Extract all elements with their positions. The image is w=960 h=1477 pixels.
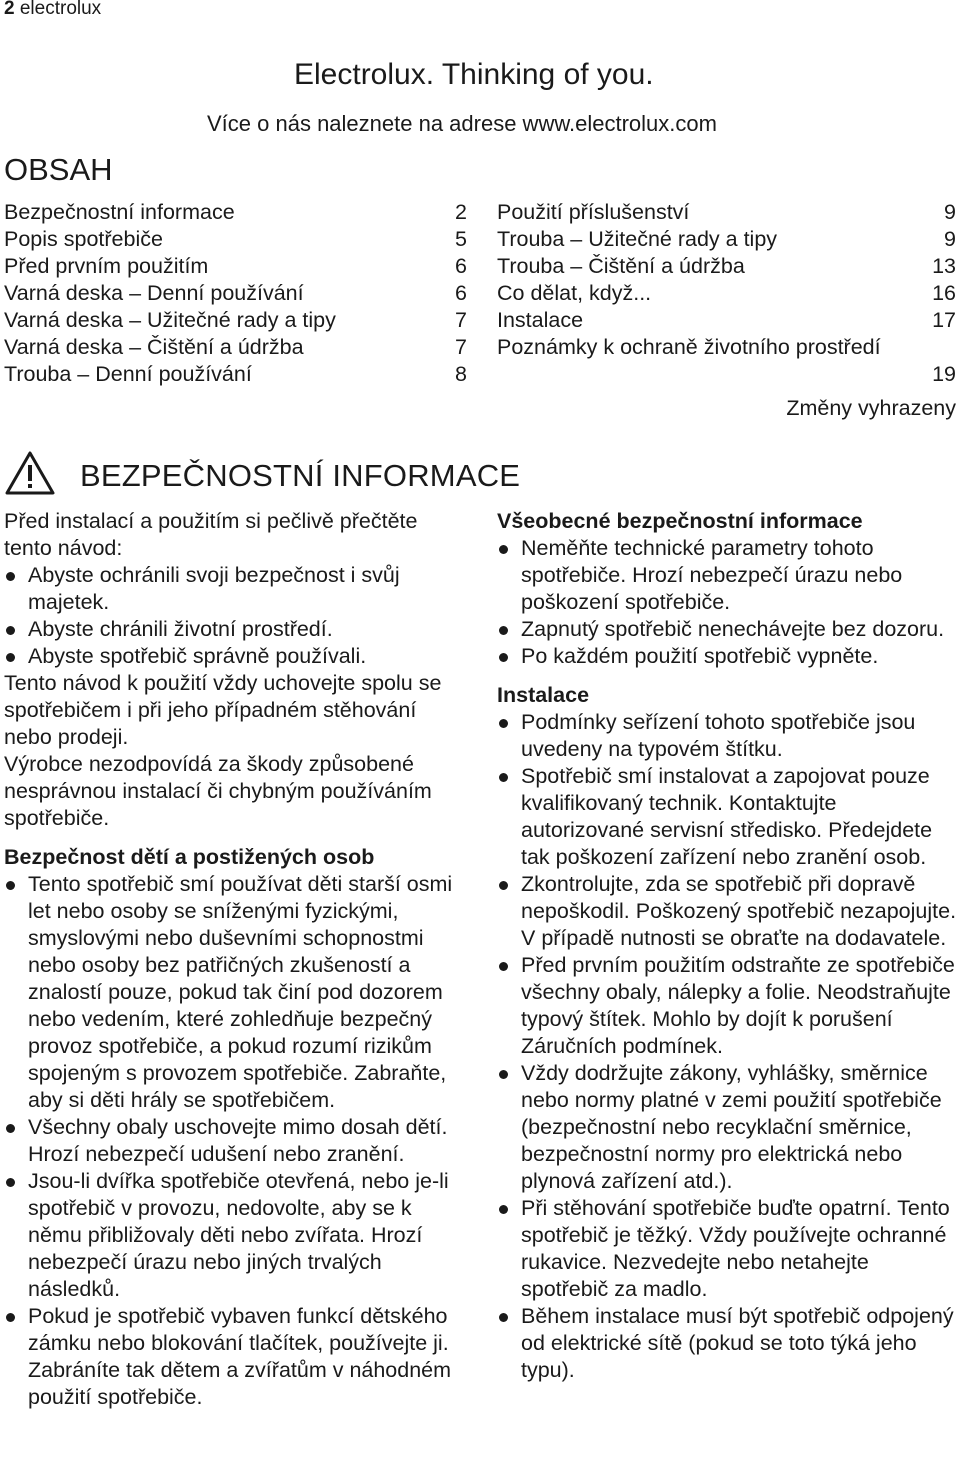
- brand-name: electrolux: [19, 0, 102, 19]
- toc-entry[interactable]: Instalace 17: [497, 308, 956, 332]
- list-item: Podmínky seřízení tohoto spotřebiče jsou uvedeny na typovém štítku.: [497, 709, 959, 763]
- installation-heading: Instalace: [497, 683, 590, 707]
- section-title: BEZPEČNOSTNÍ INFORMACE: [80, 458, 521, 493]
- intro-list: [4, 562, 464, 670]
- toc-entry[interactable]: Varná deska – Denní používání 6: [4, 281, 467, 305]
- list-item: Po každém použití spotřebič vypněte.: [497, 643, 959, 670]
- general-safety-list: [497, 535, 959, 670]
- list-item: Pokud je spotřebič vybaven funkcí dětského zámku nebo blokování tlačítek, používejte ji. Zabráníte tak dětem a zvířatům v náhodném použití spotřebiče.: [4, 1303, 464, 1411]
- toc-right-column: [497, 199, 956, 388]
- list-item: Abyste chránili životní prostředí.: [4, 616, 464, 643]
- warning-triangle-icon: [4, 450, 56, 496]
- brand-tagline: Electrolux. Thinking of you.: [294, 58, 654, 91]
- toc-entry[interactable]: Trouba – Užitečné rady a tipy 9: [497, 227, 956, 251]
- list-item: Neměňte technické parametry tohoto spotřebiče. Hrozí nebezpečí úrazu nebo poškození spotřebiče.: [497, 535, 959, 616]
- toc-entry[interactable]: Co dělat, když... 16: [497, 281, 956, 305]
- list-item: Všechny obaly uschovejte mimo dosah dětí. Hrozí nebezpečí udušení nebo zranění.: [4, 1114, 464, 1168]
- toc-entry[interactable]: Trouba – Čištění a údržba 13: [497, 254, 956, 278]
- list-item: Při stěhování spotřebiče buďte opatrní. Tento spotřebič je těžký. Vždy používejte ochranné rukavice. Nezvedejte nebo netahejte spotřebič za madlo.: [497, 1195, 959, 1303]
- installation-list: [497, 709, 959, 1384]
- list-item: Vždy dodržujte zákony, vyhlášky, směrnice nebo normy platné v zemi použití spotřebiče (bezpečnostní nebo recyklační směrnice, bezpečnostní normy pro elektrická nebo plynová zařízení atd.).: [497, 1060, 959, 1195]
- changes-note: Změny vyhrazeny: [786, 396, 956, 420]
- list-item: Spotřebič smí instalovat a zapojovat pouze kvalifikovaný technik. Kontaktujte autorizované servisní středisko. Předejdete tak poškození zařízení nebo zranění osob.: [497, 763, 959, 871]
- toc-title: OBSAH: [4, 152, 113, 187]
- children-safety-list: [4, 871, 464, 1411]
- list-item: Tento spotřebič smí používat děti starší osmi let nebo osoby se sníženými fyzickými, smyslovými nebo duševními schopnostmi nebo osoby bez patřičných zkušeností a znalostí pouze, pokud tak činí pod dozorem nebo vedením, které zohledňuje bezpečný provoz spotřebiče, a pokud rozumí rizikům spojeným s provozem spotřebiče. Zabraňte, aby si děti hrály se spotřebičem.: [4, 871, 464, 1114]
- toc-entry[interactable]: Popis spotřebiče 5: [4, 227, 467, 251]
- right-text-column: [497, 508, 959, 1384]
- list-item: Jsou-li dvířka spotřebiče otevřená, nebo je-li spotřebič v provozu, nedovolte, aby se k němu přibližovaly děti nebo zvířata. Hrozí nebezpečí úrazu nebo jiných trvalých následků.: [4, 1168, 464, 1303]
- left-text-column: [4, 508, 464, 1411]
- toc-entry[interactable]: Použití příslušenství 9: [497, 200, 956, 224]
- toc-entry[interactable]: Trouba – Denní používání 8: [4, 362, 467, 386]
- list-item: Zapnutý spotřebič nenechávejte bez dozoru.: [497, 616, 959, 643]
- list-item: Během instalace musí být spotřebič odpojený od elektrické sítě (pokud se toto týká jeho typu).: [497, 1303, 959, 1384]
- children-safety-heading: Bezpečnost dětí a postižených osob: [4, 845, 375, 869]
- toc-left-column: [4, 199, 467, 388]
- page-header: [4, 0, 101, 20]
- toc-entry[interactable]: Varná deska – Čištění a údržba 7: [4, 335, 467, 359]
- toc-entry[interactable]: Bezpečnostní informace 2: [4, 200, 467, 224]
- paragraph: Výrobce nezodpovídá za škody způsobené nesprávnou instalací či chybným používáním spotřebiče.: [4, 752, 432, 830]
- list-item: Před prvním použitím odstraňte ze spotřebiče všechny obaly, nálepky a folie. Neodstraňujte typový štítek. Mohlo by dojít k porušení Záručních podmínek.: [497, 952, 959, 1060]
- list-item: Abyste ochránili svoji bezpečnost i svůj majetek.: [4, 562, 464, 616]
- intro-text: Před instalací a použitím si pečlivě přečtěte tento návod:: [4, 509, 418, 560]
- page-number: 2: [4, 0, 15, 19]
- list-item: Zkontrolujte, zda se spotřebič při dopravě nepoškodil. Poškozený spotřebič nezapojujte. V případě nutnosti se obraťte na dodavatele.: [497, 871, 959, 952]
- toc-entry[interactable]: Varná deska – Užitečné rady a tipy 7: [4, 308, 467, 332]
- toc-entry[interactable]: Před prvním použitím 6: [4, 254, 467, 278]
- website-line: Více o nás naleznete na adrese www.electrolux.com: [207, 111, 717, 136]
- paragraph: Tento návod k použití vždy uchovejte spolu se spotřebičem i při jeho případném stěhování nebo prodeji.: [4, 671, 442, 749]
- list-item: Abyste spotřebič správně používali.: [4, 643, 464, 670]
- toc-entry[interactable]: Poznámky k ochraně životního prostředí 19: [497, 335, 956, 386]
- general-safety-heading: Všeobecné bezpečnostní informace: [497, 509, 863, 533]
